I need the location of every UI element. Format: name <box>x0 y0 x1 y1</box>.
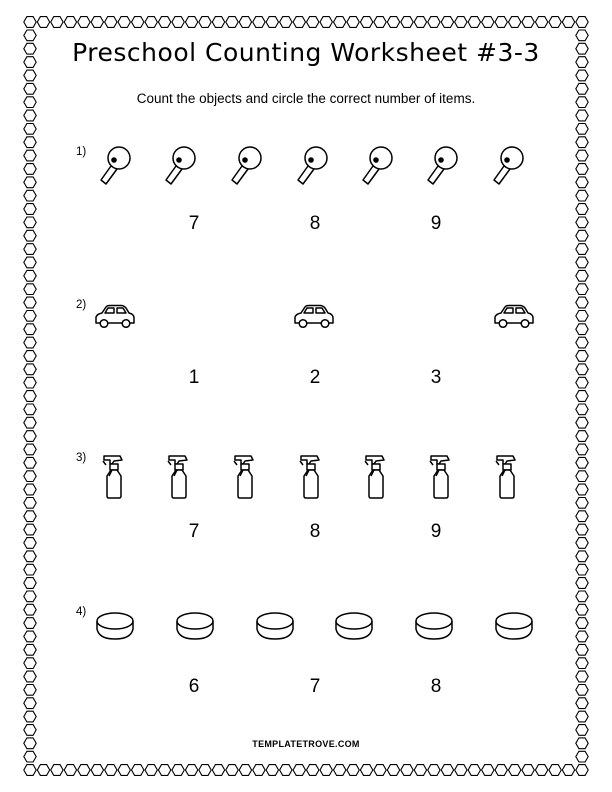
ping-pong-paddle-icon <box>97 144 133 192</box>
choice-2-c[interactable]: 3 <box>430 367 442 388</box>
site-credit: TEMPLATETROVE.COM <box>252 739 360 749</box>
spray-bottle-icon <box>165 452 195 504</box>
choice-3-b[interactable]: 8 <box>309 521 321 542</box>
instructions: Count the objects and circle the correct number of items. <box>136 91 476 106</box>
spray-bottle-icon <box>297 452 327 504</box>
ping-pong-paddle-icon <box>294 144 330 192</box>
car-icon <box>492 303 536 335</box>
puck-icon <box>94 610 136 646</box>
choice-2-b[interactable]: 2 <box>309 367 321 388</box>
choice-3-c[interactable]: 9 <box>430 521 442 542</box>
car-icon <box>93 303 137 335</box>
puck-icon <box>333 610 375 646</box>
choice-1-b[interactable]: 8 <box>309 213 321 234</box>
choice-3-a[interactable]: 7 <box>188 521 200 542</box>
page-title: Preschool Counting Worksheet #3-3 <box>72 38 540 67</box>
question-number-4: 4) <box>76 606 87 618</box>
puck-icon <box>174 610 216 646</box>
spray-bottle-icon <box>362 452 392 504</box>
spray-bottle-icon <box>100 452 130 504</box>
question-number-2: 2) <box>76 299 87 311</box>
ping-pong-paddle-icon <box>228 144 264 192</box>
puck-icon <box>413 610 455 646</box>
ping-pong-paddle-icon <box>490 144 526 192</box>
choice-1-a[interactable]: 7 <box>188 213 200 234</box>
choice-4-c[interactable]: 8 <box>430 676 442 697</box>
ping-pong-paddle-icon <box>162 144 198 192</box>
question-number-3: 3) <box>76 452 87 464</box>
puck-icon <box>493 610 535 646</box>
puck-icon <box>254 610 296 646</box>
ping-pong-paddle-icon <box>359 144 395 192</box>
spray-bottle-icon <box>493 452 523 504</box>
spray-bottle-icon <box>427 452 457 504</box>
car-icon <box>292 303 336 335</box>
choice-2-a[interactable]: 1 <box>188 367 200 388</box>
question-number-1: 1) <box>76 146 87 158</box>
ping-pong-paddle-icon <box>424 144 460 192</box>
spray-bottle-icon <box>231 452 261 504</box>
choice-1-c[interactable]: 9 <box>430 213 442 234</box>
choice-4-a[interactable]: 6 <box>188 676 200 697</box>
choice-4-b[interactable]: 7 <box>309 676 321 697</box>
